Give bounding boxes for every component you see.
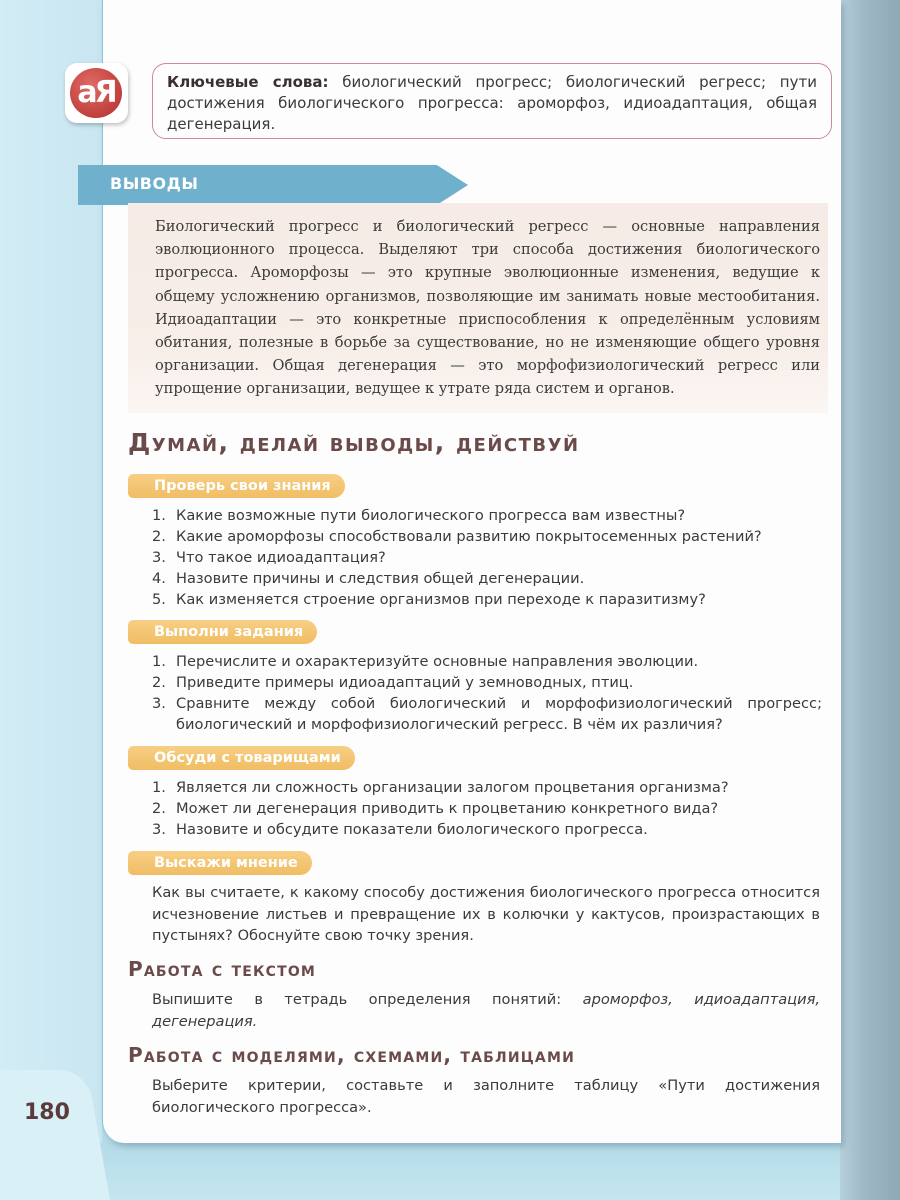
keywords-box	[152, 63, 832, 139]
discuss-list	[152, 777, 822, 840]
keywords-label: Ключевые слова:	[167, 73, 329, 91]
main-title: Думай, делай выводы, действуй	[128, 428, 580, 457]
item-text: Сравните между собой биологический и морфофизиологический прогресс; биологический и морфофизиологический регресс. В чём их различия?	[176, 695, 822, 733]
list-item	[152, 526, 822, 547]
item-text: Приведите примеры идиоадаптаций у земноводных, птиц.	[176, 674, 634, 691]
item-number: 3.	[152, 549, 166, 566]
list-item	[152, 589, 822, 610]
text-work-title: Работа с текстом	[128, 957, 317, 981]
check-knowledge-tag: Проверь свои знания	[128, 474, 345, 498]
book-spine-edge	[840, 0, 900, 1200]
list-item	[152, 693, 822, 735]
text-work-text: Выпишите в тетрадь определения понятий:	[152, 991, 562, 1008]
tasks-list	[152, 651, 822, 735]
text-work-paragraph	[152, 989, 820, 1032]
item-number: 2.	[152, 800, 166, 817]
item-text: Что такое идиоадаптация?	[176, 549, 386, 566]
item-text: Назовите и обсудите показатели биологического прогресса.	[176, 821, 648, 838]
check-knowledge-list	[152, 505, 822, 610]
tasks-tag: Выполни задания	[128, 620, 317, 644]
item-text: Может ли дегенерация приводить к процветанию конкретного вида?	[176, 800, 719, 817]
list-item	[152, 819, 822, 840]
opinion-tag: Выскажи мнение	[128, 851, 312, 875]
keywords-badge	[65, 63, 128, 123]
item-number: 1.	[152, 653, 166, 670]
item-number: 3.	[152, 695, 166, 712]
item-number: 1.	[152, 507, 166, 524]
list-item	[152, 505, 822, 526]
item-number: 5.	[152, 591, 166, 608]
item-number: 1.	[152, 779, 166, 796]
list-item	[152, 777, 822, 798]
list-item	[152, 798, 822, 819]
models-work-title: Работа с моделями, схемами, таблицами	[128, 1043, 576, 1067]
item-text: Перечислите и охарактеризуйте основные направления эволюции.	[176, 653, 699, 670]
page-number: 180	[24, 1100, 70, 1125]
bottom-margin	[0, 1143, 840, 1200]
discuss-tag: Обсуди с товарищами	[128, 746, 355, 770]
item-number: 2.	[152, 674, 166, 691]
item-number: 3.	[152, 821, 166, 838]
models-work-text: Выберите критерии, составьте и заполните таблицу «Пути достижения биологического прогресса».	[152, 1077, 820, 1116]
list-item	[152, 651, 822, 672]
list-item	[152, 547, 822, 568]
item-text: Какие возможные пути биологического прогресса вам известны?	[176, 507, 686, 524]
alphabet-icon: аЯ	[70, 68, 122, 118]
item-number: 2.	[152, 528, 166, 545]
item-text: Какие ароморфозы способствовали развитию покрытосеменных растений?	[176, 528, 762, 545]
keywords-text: биологический прогресс; биологический регресс; пути достижения биологического прогресса: ароморфоз, идиоадаптация, общая дегенерация.	[167, 73, 817, 133]
conclusions-label: ВЫВОДЫ	[110, 174, 199, 193]
item-text: Является ли сложность организации залогом процветания организма?	[176, 779, 729, 796]
opinion-text: Как вы считаете, к какому способу достижения биологического прогресса относится исчезновение листьев и превращение их в колючки у кактусов, произрастающих в пустынях? Обоснуйте свою точку зрения.	[152, 884, 820, 944]
item-text: Как изменяется строение организмов при переходе к паразитизму?	[176, 591, 706, 608]
text-work-terms: ароморфоз, идиоадаптация, дегенерация.	[152, 991, 821, 1030]
item-text: Назовите причины и следствия общей дегенерации.	[176, 570, 585, 587]
conclusions-text: Биологический прогресс и биологический регресс — основные направления эволюционного процесса. Выделяют три способа достижения биологического прогресса. Ароморфозы — это крупные эволюционные изменения, ведущие к общему усложнению организмов, позволяющие им занимать новые местообитания. Идиоадаптации — это конкретные приспособления к определённым условиям обитания, полезные в борьбе за существование, но не изменяющие общего уровня организации. Общая дегенерация — это морфофизиологический регресс или упрощение организации, ведущее к утрате ряда систем и органов.	[155, 218, 820, 398]
item-number: 4.	[152, 570, 166, 587]
list-item	[152, 672, 822, 693]
list-item	[152, 568, 822, 589]
